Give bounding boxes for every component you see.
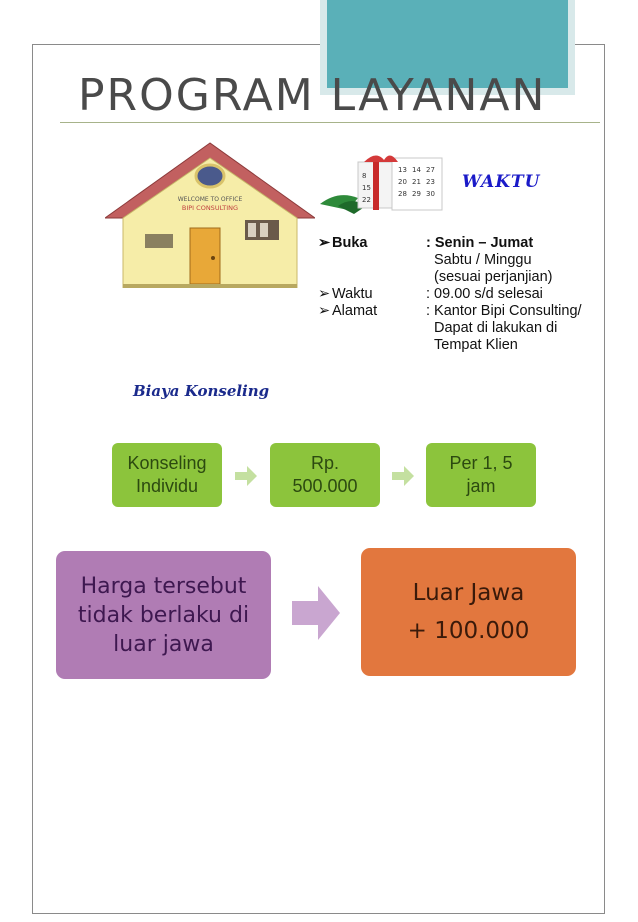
arrow-right-icon — [392, 466, 414, 486]
alamat-label: Alamat — [332, 303, 378, 319]
note-box — [56, 551, 271, 679]
flow-box-line: jam — [466, 476, 496, 496]
arrow-right-icon — [292, 586, 340, 640]
flow-box-line: 500.000 — [292, 476, 358, 496]
buka-value: : Senin – Jumat — [426, 235, 534, 251]
svg-text:21: 21 — [412, 178, 421, 186]
house-icon — [105, 138, 315, 288]
waktu-value: : 09.00 s/d selesai — [426, 286, 543, 302]
svg-text:20: 20 — [398, 178, 407, 186]
arrow-right-icon — [235, 466, 257, 486]
flow-box-konseling — [112, 443, 222, 507]
buka-cont-2: (sesuai perjanjian) — [434, 269, 553, 285]
calendar-gift-icon — [318, 150, 450, 218]
buka-cont-1: Sabtu / Minggu — [434, 252, 532, 268]
waktu-label: Waktu — [332, 286, 373, 302]
alamat-cont-1: Dapat di lakukan di — [434, 320, 558, 336]
schedule-info — [318, 235, 582, 354]
alamat-value: : Kantor Bipi Consulting/ — [426, 303, 582, 319]
flow-box-line: Per 1, 5 — [449, 453, 513, 473]
info-row-alamat — [318, 303, 582, 320]
flow-box-line: Konseling — [127, 453, 207, 473]
svg-text:27: 27 — [426, 166, 435, 174]
info-row-buka — [318, 235, 582, 252]
buka-label: Buka — [332, 235, 368, 251]
info-row-waktu — [318, 286, 582, 303]
svg-text:30: 30 — [426, 190, 435, 198]
svg-text:28: 28 — [398, 190, 407, 198]
waktu-heading: WAKTU — [462, 172, 541, 192]
note-line: luar jawa — [113, 631, 214, 657]
note-line: tidak berlaku di — [77, 602, 250, 628]
alamat-cont-2: Tempat Klien — [434, 337, 518, 353]
result-line1: Luar Jawa — [412, 580, 525, 606]
svg-text:13: 13 — [398, 166, 407, 174]
flow-box-price — [270, 443, 380, 507]
flow-box-line: Rp. — [310, 453, 339, 473]
svg-text:14: 14 — [412, 166, 421, 174]
arrow-bullet-icon: ➢ — [318, 286, 331, 302]
result-box — [361, 548, 576, 676]
note-line: Harga tersebut — [80, 573, 247, 599]
biaya-heading: Biaya Konseling — [133, 382, 270, 400]
svg-text:29: 29 — [412, 190, 421, 198]
svg-text:15: 15 — [362, 184, 371, 192]
svg-text:23: 23 — [426, 178, 435, 186]
page-title: PROGRAM LAYANAN — [78, 70, 547, 121]
svg-text:8: 8 — [362, 172, 367, 180]
flow-box-line: Individu — [135, 476, 199, 496]
house-sign-line1: WELCOME TO OFFICE — [177, 196, 243, 203]
house-sign-line2: BIPI CONSULTING — [181, 204, 239, 212]
arrow-bullet-icon: ➢ — [318, 303, 331, 319]
title-underline — [60, 122, 600, 123]
result-line2: + 100.000 — [407, 618, 530, 644]
arrow-bullet-icon: ➢ — [318, 235, 331, 251]
flow-box-duration — [426, 443, 536, 507]
svg-text:22: 22 — [362, 196, 371, 204]
